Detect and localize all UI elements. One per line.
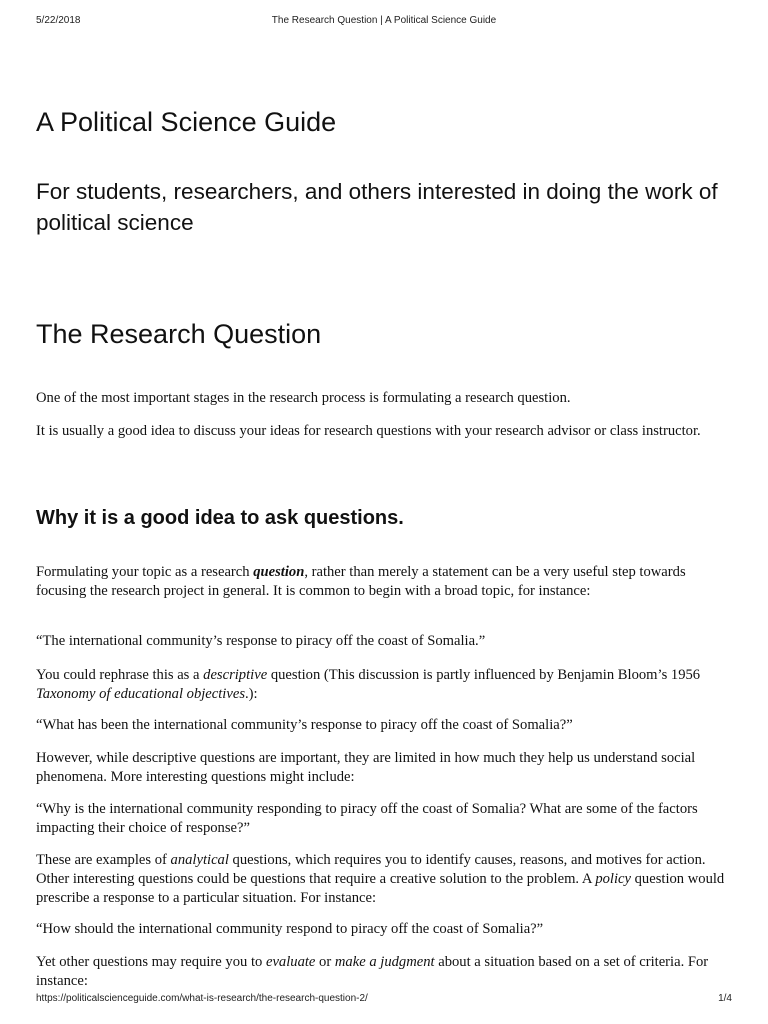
site-description: For students, researchers, and others interested in doing the work of political science bbox=[36, 179, 718, 235]
print-page-number: 1/4 bbox=[718, 993, 732, 1004]
print-date: 5/22/2018 bbox=[36, 15, 81, 26]
emphasis-analytical: analytical bbox=[170, 852, 229, 868]
paragraph-analytical: These are examples of analytical questions, which requires you to identify causes, reasons, and motives for action. Other interesting questions could be questions that require a creative solution to the problem. A policy question would prescribe a response to a particular situation. For instance: bbox=[36, 852, 725, 906]
emphasis-taxonomy: Taxonomy of educational objectives bbox=[36, 686, 246, 702]
paragraph-research-question: Formulating your topic as a research question, rather than merely a statement can be a very useful step towards focusing the research project in general. It is common to begin with a broad topic, for instance: bbox=[36, 564, 686, 599]
intro-paragraph-2: It is usually a good idea to discuss your ideas for research questions with your research advisor or class instructor. bbox=[36, 423, 701, 439]
emphasis-evaluate: evaluate bbox=[265, 954, 316, 970]
emphasis-judgment: make a judgment bbox=[334, 954, 435, 970]
site-title[interactable]: A Political Science Guide bbox=[36, 107, 337, 137]
print-footer bbox=[36, 993, 732, 1007]
intro-paragraph-1: One of the most important stages in the research process is formulating a research question. bbox=[36, 390, 571, 406]
paragraph-descriptive: You could rephrase this as a descriptive question (This discussion is partly influenced by Benjamin Bloom’s 1956 Taxonomy of educational objectives.): bbox=[36, 667, 701, 702]
article-title: The Research Question bbox=[36, 319, 322, 349]
quote-analytical-question: “Why is the international community responding to piracy off the coast of Somalia? What are some of the factors impacting their choice of response?” bbox=[36, 801, 698, 836]
emphasis-descriptive: descriptive bbox=[203, 667, 268, 683]
quote-broad-topic: “The international community’s response to piracy off the coast of Somalia.” bbox=[36, 633, 486, 649]
emphasis-policy: policy bbox=[595, 871, 631, 887]
paragraph-limitations: However, while descriptive questions are important, they are limited in how much they help us understand social phenomena. More interesting questions might include: bbox=[36, 750, 696, 785]
print-page-title: The Research Question | A Political Science Guide bbox=[271, 15, 497, 26]
print-header bbox=[36, 15, 732, 29]
quote-policy-question: “How should the international community respond to piracy off the coast of Somalia?” bbox=[36, 921, 544, 937]
quote-descriptive-question: “What has been the international community’s response to piracy off the coast of Somalia?” bbox=[36, 717, 573, 733]
paragraph-evaluative: Yet other questions may require you to evaluate or make a judgment about a situation based on a set of criteria. For instance: bbox=[36, 954, 709, 989]
section-heading: Why it is a good idea to ask questions. bbox=[36, 507, 404, 529]
emphasis-question: question bbox=[253, 564, 305, 580]
print-url[interactable]: https://politicalscienceguide.com/what-is-research/the-research-question-2/ bbox=[36, 993, 368, 1004]
